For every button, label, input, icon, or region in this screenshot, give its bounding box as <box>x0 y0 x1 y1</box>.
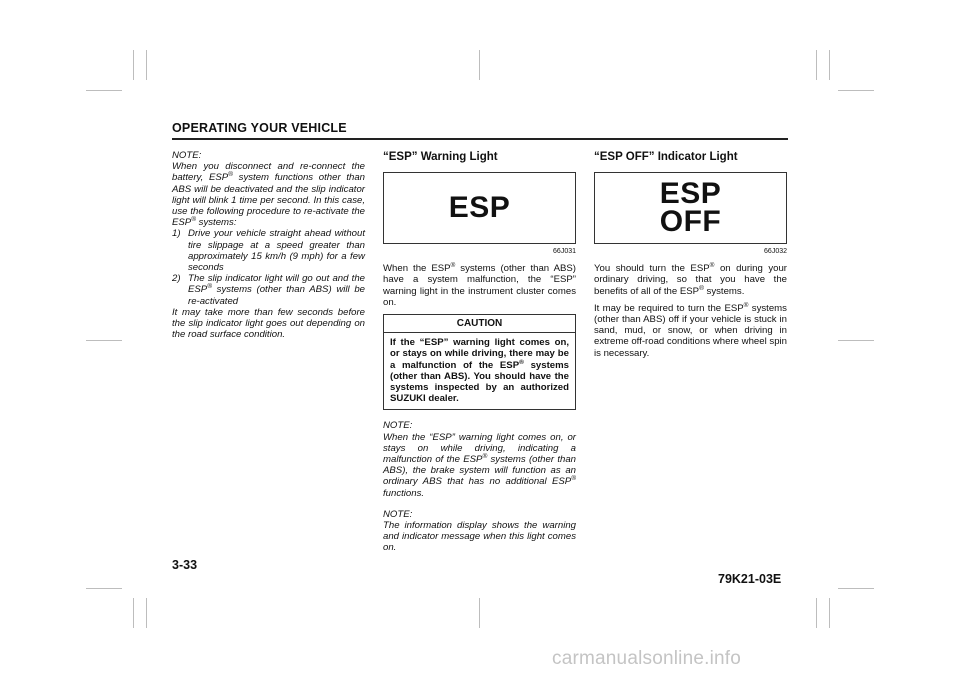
header-rule <box>172 138 788 140</box>
caution-title: CAUTION <box>384 315 575 333</box>
esp-off-heading: “ESP OFF” Indicator Light <box>594 151 738 163</box>
note-outro: It may take more than few seconds before the slip indicator light goes out depending on the road surface condition. <box>172 306 365 341</box>
note-text: The information display shows the warning and indicator message when this light comes on. <box>383 520 576 554</box>
watermark: carmanualsonline.info <box>552 648 742 669</box>
crop-mark <box>146 50 147 80</box>
crop-mark <box>829 598 830 628</box>
document-code: 79K21-03E <box>718 572 782 586</box>
note-label: NOTE: <box>172 150 202 161</box>
caution-box <box>383 314 576 410</box>
crop-mark <box>133 50 134 80</box>
icon-line: ESP <box>659 177 722 210</box>
step-text: The slip indicator light will go out and the ESP® systems (other than ABS) will be re-activated <box>188 273 365 307</box>
crop-mark <box>816 598 817 628</box>
note-text: When the “ESP” warning light comes on, or stays on while driving, indicating a malfunction of the ESP® systems (other than ABS), the brake system will function as an ordinary ABS that has no additional ESP® functions. <box>383 431 576 499</box>
figure-code: 66J031 <box>553 248 576 255</box>
crop-mark <box>479 50 480 80</box>
crop-mark <box>86 90 122 91</box>
esp-off-paragraph: You should turn the ESP® on during your ordinary driving, so that you have the benefits of all of the ESP® systems. <box>594 262 787 297</box>
list-item <box>172 228 365 273</box>
esp-warning-icon: ESP <box>448 191 511 224</box>
crop-mark <box>838 340 874 341</box>
note-intro: When you disconnect and re-connect the battery, ESP® system functions other than ABS will be deactivated and the slip indicator light will blink 1 time per second. In this case, use the following procedure to re-activate the ESP® systems: <box>172 161 366 229</box>
step-text: Drive your vehicle straight ahead without tire slippage at a speed greater than approximately 15 km/h (9 mph) for a few seconds <box>188 228 365 274</box>
crop-mark <box>86 588 122 589</box>
crop-mark <box>146 598 147 628</box>
crop-mark <box>816 50 817 80</box>
crop-mark <box>838 90 874 91</box>
column-note <box>172 150 365 340</box>
icon-line: OFF <box>659 205 722 238</box>
page-number: 3-33 <box>172 558 198 572</box>
esp-off-figure <box>594 172 787 244</box>
esp-warning-paragraph: When the ESP® systems (other than ABS) have a system malfunction, the “ESP” warning light in the instrument cluster comes on. <box>383 262 576 308</box>
esp-warning-heading: “ESP” Warning Light <box>383 151 498 163</box>
step-number: 1) <box>172 228 181 240</box>
crop-mark <box>133 598 134 628</box>
step-number: 2) <box>172 273 181 285</box>
esp-off-indicator-icon <box>659 177 722 238</box>
note-label: NOTE: <box>383 420 413 432</box>
crop-mark <box>838 588 874 589</box>
column-esp-off <box>594 150 787 365</box>
esp-off-paragraph: It may be required to turn the ESP® systems (other than ABS) off if your vehicle is stuck in sand, mud, or snow, or when driving in extreme off-road conditions where wheel spin is necessary. <box>594 301 787 359</box>
crop-mark <box>86 340 122 341</box>
column-esp-warning <box>383 150 576 554</box>
list-item <box>172 273 365 307</box>
crop-mark <box>829 50 830 80</box>
figure-code: 66J032 <box>764 248 787 255</box>
crop-mark <box>479 598 480 628</box>
note-label: NOTE: <box>383 508 413 520</box>
esp-warning-figure <box>383 172 576 244</box>
caution-text: If the “ESP” warning light comes on, or stays on while driving, there may be a malfunction of the ESP® systems (other than ABS). You should have the systems inspected by an authorized SUZUKI dealer. <box>390 337 569 405</box>
section-title: OPERATING YOUR VEHICLE <box>172 121 347 135</box>
